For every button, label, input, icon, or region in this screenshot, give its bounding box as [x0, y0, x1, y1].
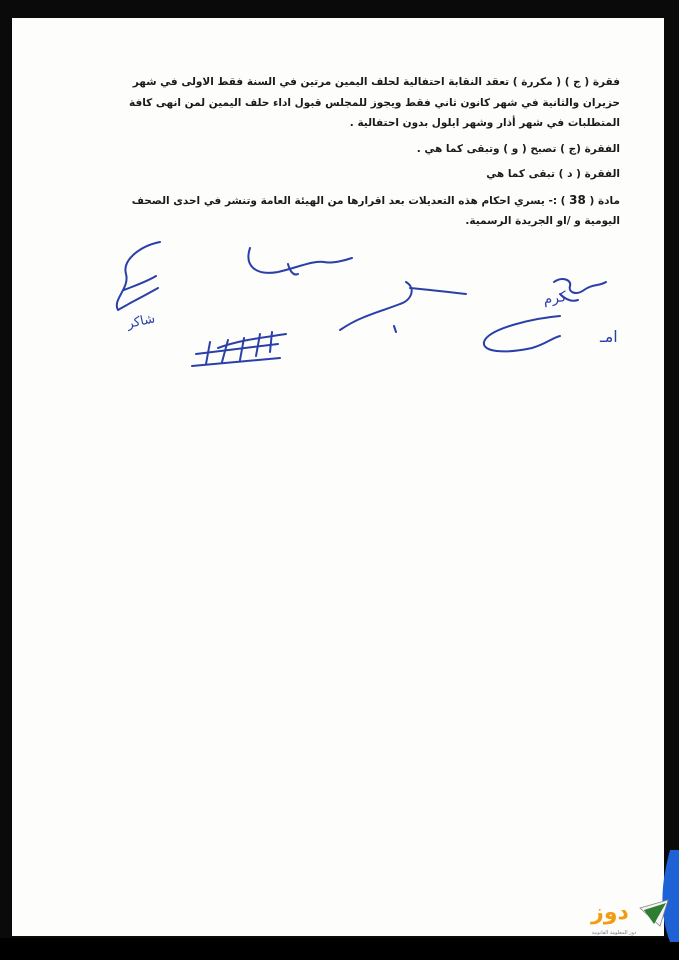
signature-5-text: كرم	[542, 288, 568, 308]
logo-text: دوز	[591, 900, 629, 925]
signatures-area	[100, 230, 660, 380]
signature-3	[192, 332, 286, 366]
text-line: الفقرة (ج ) تصبح ( و ) وتبقى كما هي .	[416, 142, 620, 155]
signature-2	[248, 248, 352, 275]
logo-tagline: دوز المعلومة القانونية	[591, 930, 637, 936]
document-body	[108, 72, 620, 232]
signature-6	[484, 316, 560, 351]
signature-4	[340, 282, 466, 332]
text-line: الفقرة ( د ) تبقى كما هي	[486, 168, 620, 180]
watermark-logo	[582, 850, 679, 950]
paragraph-c-becomes-f	[108, 139, 620, 160]
bottom-border	[0, 938, 679, 960]
text-line: حزيران والثانية في شهر كانون ثاني فقط ويجوز للمجلس قبول اداء حلف اليمين لمن انهى كافة	[128, 96, 620, 109]
article-38	[108, 190, 620, 232]
signature-1-text: شاكر	[125, 311, 157, 332]
article-number: 38	[569, 192, 586, 207]
text-line: فقرة ( ج ) ( مكررة ) تعقد النقابة احتفالية لحلف اليمين مرتين في السنة فقط الاولى في شهر	[132, 76, 620, 88]
signature-6-text: امـ	[600, 327, 618, 346]
article-text: ) :- يسري احكام هذه التعديلات بعد اقرارها من الهيئة العامة وتنشر في احدى الصحف	[131, 194, 566, 207]
signature-1	[117, 242, 160, 310]
article-prefix: مادة (	[589, 194, 620, 207]
paragraph-c-repeated	[108, 72, 620, 134]
text-line: اليومية و /او الجريدة الرسمية.	[465, 215, 620, 227]
paragraph-d-unchanged	[108, 164, 620, 185]
text-line: المتطلبات في شهر أذار وشهر ايلول بدون احتفالية .	[349, 117, 620, 129]
